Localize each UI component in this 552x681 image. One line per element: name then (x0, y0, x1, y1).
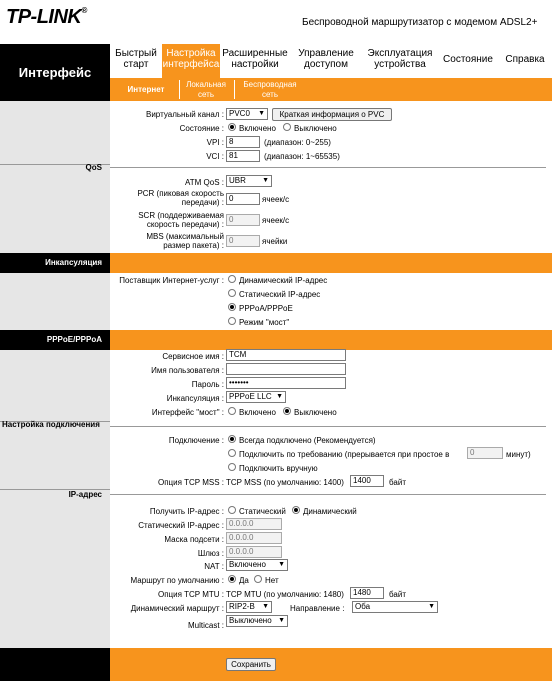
isp-bridge-text: Режим "мост" (239, 318, 290, 327)
submenu-divider (179, 80, 180, 99)
bridge-on-text: Включено (239, 408, 276, 417)
service-name-input[interactable]: TCM (226, 349, 346, 361)
password-input[interactable]: ••••••• (226, 377, 346, 389)
tcp-mss-text: TCP MSS (по умолчанию: 1400) (226, 478, 344, 487)
get-ip-dynamic-text: Динамический (303, 507, 357, 516)
idle-timeout-input[interactable]: 0 (467, 447, 503, 459)
tcp-mtu-text: TCP MTU (по умолчанию: 1480) (226, 590, 344, 599)
vci-label: VCI : (206, 152, 224, 161)
pppoe-band-accent (110, 330, 552, 350)
default-route-no-radio[interactable] (254, 575, 262, 583)
chevron-down-icon: ▼ (258, 110, 265, 117)
connection-label: Подключение : (168, 436, 224, 445)
submenu-lan[interactable]: Локальная сеть (186, 80, 226, 99)
vc-select[interactable] (226, 108, 268, 120)
atm-qos-value: UBR (229, 176, 246, 185)
default-route-no-text: Нет (265, 576, 279, 585)
connection-manual-text: Подключить вручную (239, 464, 318, 473)
subnet-mask-label: Маска подсети : (164, 535, 224, 544)
gateway-input[interactable]: 0.0.0.0 (226, 546, 282, 558)
status-on-radio[interactable] (228, 123, 236, 131)
atm-qos-select[interactable] (226, 175, 272, 187)
username-input[interactable] (226, 363, 346, 375)
get-ip-static-radio[interactable] (228, 506, 236, 514)
tcp-mtu-input[interactable]: 1480 (350, 587, 384, 599)
pcr-label: PCR (пиковая скорость передачи) : (137, 189, 224, 207)
nat-label: NAT : (204, 562, 224, 571)
nav-section-title: Интерфейс (18, 65, 92, 80)
pcr-unit: ячеек/с (262, 195, 290, 204)
mbs-label: MBS (максимальный размер пакета) : (146, 232, 224, 250)
menu-maintenance[interactable]: Эксплуатация устройства (362, 44, 438, 78)
direction-label: Направление : (290, 604, 345, 613)
status-off-radio[interactable] (283, 123, 291, 131)
encapsulation-value: PPPoE LLC (229, 392, 272, 401)
isp-dynamic-text: Динамический IP-адрес (239, 276, 328, 285)
status-label: Состояние : (179, 124, 224, 133)
connection-manual-radio[interactable] (228, 463, 236, 471)
username-label: Имя пользователя : (151, 366, 224, 375)
scr-label: SCR (поддерживаемая скорость передачи) : (138, 211, 224, 229)
section-pppoe: PPPoE/PPPoA (0, 330, 110, 350)
idle-timeout-unit: минут) (506, 450, 531, 459)
submenu-divider (234, 80, 235, 99)
isp-pppoe-radio[interactable] (228, 303, 236, 311)
chevron-down-icon: ▼ (278, 617, 285, 624)
footer-bar-left (0, 648, 110, 681)
bridge-on-radio[interactable] (228, 407, 236, 415)
vpi-label: VPI : (206, 138, 224, 147)
chevron-down-icon: ▼ (262, 603, 269, 610)
connection-always-radio[interactable] (228, 435, 236, 443)
menu-status[interactable]: Состояние (438, 44, 498, 78)
tcp-mss-input[interactable]: 1400 (350, 475, 384, 487)
vc-select-value: PVC0 (229, 109, 250, 118)
scr-input[interactable]: 0 (226, 214, 260, 226)
subnet-mask-input[interactable]: 0.0.0.0 (226, 532, 282, 544)
status-off-text: Выключено (294, 124, 337, 133)
isp-static-radio[interactable] (228, 289, 236, 297)
tcp-mss-label: Опция TCP MSS : (157, 478, 224, 487)
mbs-unit: ячейки (262, 237, 288, 246)
connection-on-demand-text: Подключить по требованию (прерывается при простое в (239, 450, 450, 459)
default-route-label: Маршрут по умолчанию : (130, 576, 224, 585)
pvc-summary-button[interactable]: Краткая информация о PVC (272, 108, 392, 121)
static-ip-label: Статический IP-адрес : (138, 521, 224, 530)
section-connection-settings: Настройка подключения (2, 420, 100, 429)
divider (110, 494, 546, 495)
dynamic-route-select[interactable] (226, 601, 272, 613)
dynamic-route-label: Динамический маршрут : (130, 604, 224, 613)
nat-value: Включено (229, 560, 266, 569)
isp-label: Поставщик Интернет-услуг : (119, 276, 224, 285)
bridge-interface-label: Интерфейс "мост" : (151, 408, 224, 417)
tp-link-logo (6, 6, 87, 29)
side-panel (0, 101, 110, 648)
static-ip-input[interactable]: 0.0.0.0 (226, 518, 282, 530)
tcp-mss-unit: байт (389, 478, 406, 487)
nat-select[interactable] (226, 559, 288, 571)
service-name-label: Сервисное имя : (162, 352, 224, 361)
section-encapsulation: Инкапсуляция (0, 253, 110, 273)
vpi-range: (диапазон: 0~255) (264, 138, 331, 147)
default-route-yes-radio[interactable] (228, 575, 236, 583)
pcr-input[interactable]: 0 (226, 193, 260, 205)
tcp-mtu-unit: байт (389, 590, 406, 599)
menu-help[interactable]: Справка (498, 44, 552, 78)
footer-bar (110, 648, 552, 681)
menu-access-management[interactable]: Управление доступом (290, 44, 362, 78)
chevron-down-icon: ▼ (262, 177, 269, 184)
scr-unit: ячеек/с (262, 216, 290, 225)
multicast-label: Multicast : (187, 621, 224, 630)
section-ip-address: IP-адрес (68, 490, 102, 499)
isp-pppoe-text: PPPoA/PPPoE (239, 304, 293, 313)
chevron-down-icon: ▼ (276, 393, 283, 400)
logo-text: TP-LINK (6, 6, 82, 28)
isp-dynamic-radio[interactable] (228, 275, 236, 283)
atm-qos-label: ATM QoS : (185, 178, 224, 187)
status-on-text: Включено (239, 124, 276, 133)
get-ip-dynamic-radio[interactable] (292, 506, 300, 514)
direction-value: Оба (355, 602, 371, 611)
mbs-input[interactable]: 0 (226, 235, 260, 247)
encapsulation-band-accent (110, 253, 552, 273)
gateway-label: Шлюз : (197, 549, 224, 558)
divider (110, 167, 546, 168)
default-route-yes-text: Да (239, 576, 249, 585)
save-button[interactable]: Сохранить (226, 658, 276, 671)
get-ip-static-text: Статический (239, 507, 286, 516)
connection-always-text: Всегда подключено (Рекомендуется) (239, 436, 376, 445)
encapsulation-label: Инкапсуляция : (166, 394, 224, 403)
vci-range: (диапазон: 1~65535) (264, 152, 340, 161)
chevron-down-icon: ▼ (278, 561, 285, 568)
bridge-off-radio[interactable] (283, 407, 291, 415)
chevron-down-icon: ▼ (428, 603, 435, 610)
divider (110, 426, 546, 427)
vci-input[interactable]: 81 (226, 150, 260, 162)
vpi-input[interactable]: 8 (226, 136, 260, 148)
menu-advanced-settings[interactable]: Расширенные настройки (220, 44, 290, 78)
isp-static-text: Статический IP-адрес (239, 290, 321, 299)
section-qos: QoS (85, 163, 102, 172)
isp-bridge-radio[interactable] (228, 317, 236, 325)
encapsulation-select[interactable] (226, 391, 286, 403)
vc-label: Виртуальный канал : (146, 110, 224, 119)
get-ip-label: Получить IP-адрес : (149, 507, 224, 516)
submenu-internet[interactable]: Интернет (127, 85, 165, 94)
dynamic-route-value: RIP2-B (229, 602, 255, 611)
tcp-mtu-label: Опция TCP MTU : (157, 590, 224, 599)
submenu-bar (110, 78, 552, 101)
password-label: Пароль : (191, 380, 224, 389)
product-name: Беспроводной маршрутизатор с модемом ADSL2+ (302, 17, 538, 28)
menu-interface-setup[interactable]: Настройка интерфейса (162, 44, 220, 78)
bridge-off-text: Выключено (294, 408, 337, 417)
logo-registered-mark: ® (81, 6, 87, 15)
menu-quick-start[interactable]: Быстрый старт (110, 44, 162, 78)
connection-on-demand-radio[interactable] (228, 449, 236, 457)
multicast-value: Выключено (229, 616, 272, 625)
direction-select[interactable] (352, 601, 438, 613)
submenu-wireless[interactable]: Беспроводная сеть (243, 80, 297, 99)
multicast-select[interactable] (226, 615, 288, 627)
